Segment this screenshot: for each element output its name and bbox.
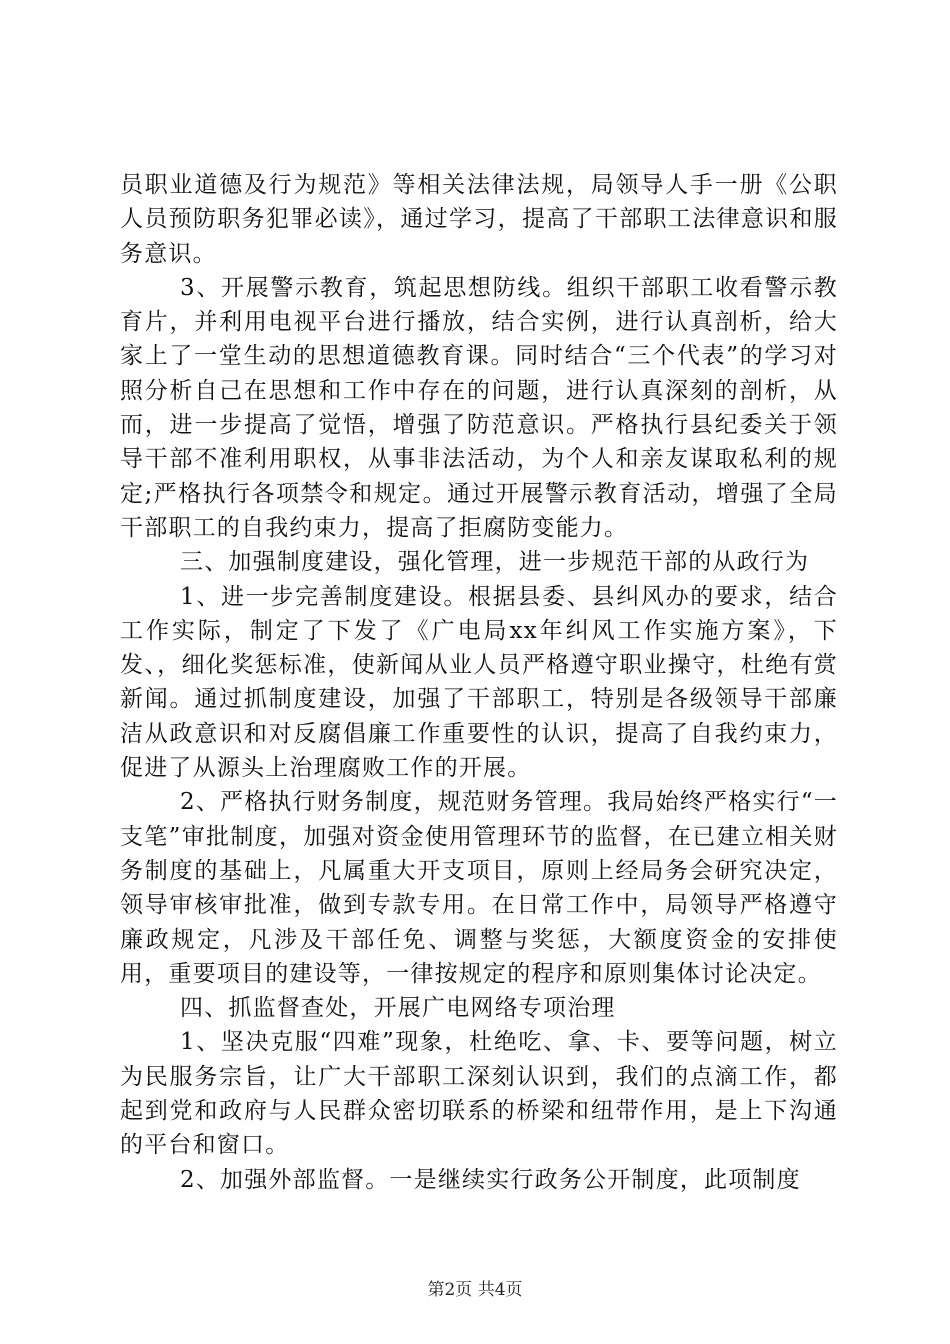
paragraph-continuation: 员职业道德及行为规范》等相关法律法规，局领导人手一册《公职人员预防职务犯罪必读》，通过学习，提高了干部职工法律意识和服务意识。	[120, 172, 838, 267]
section-heading-three: 三、加强制度建设，强化管理，进一步规范干部的从政行为	[180, 549, 810, 576]
paragraph-external-supervision: 2、加强外部监督。一是继续实行政务公开制度，此项制度	[180, 1166, 801, 1193]
section-heading-four: 四、抓监督查处，开展广电网络专项治理	[180, 995, 616, 1022]
paragraph-system-building: 1、进一步完善制度建设。根据县委、县纠风办的要求，结合工作实际，制定了下发了《广电局xx年纠风工作实施方案》，下发、，细化奖惩标准，使新闻从业人员严格遵守职业操守，杜绝有赏新闻。通过抓制度建设，加强了干部职工，特别是各级领导干部廉洁从政意识和对反腐倡廉工作重要性的认识，提高了自我约束力，促进了从源头上治理腐败工作的开展。	[120, 583, 838, 782]
paragraph-finance-management: 2、严格执行财务制度，规范财务管理。我局始终严格实行“一支笔”审批制度，加强对资金使用管理环节的监督，在已建立相关财务制度的基础上，凡属重大开支项目，原则上经局务会研究决定，领导审核审批准，做到专款专用。在日常工作中，局领导严格遵守廉政规定，凡涉及干部任免、调整与奖惩，大额度资金的安排使用，重要项目的建设等，一律按规定的程序和原则集体讨论决定。	[120, 789, 838, 987]
paragraph-warning-education: 3、开展警示教育，筑起思想防线。组织干部职工收看警示教育片，并利用电视平台进行播放，结合实例，进行认真剖析，给大家上了一堂生动的思想道德教育课。同时结合“三个代表”的学习对照分析自己在思想和工作中存在的问题，进行认真深刻的剖析，从而，进一步提高了觉悟，增强了防范意识。严格执行县纪委关于领导干部不准利用职权，从事非法活动，为个人和亲友谋取私利的规定;严格执行各项禁令和规定。通过开展警示教育活动，增强了全局干部职工的自我约束力，提高了拒腐防变能力。	[120, 274, 838, 541]
body-text	[120, 168, 838, 1197]
paragraph-four-difficulties: 1、坚决克服“四难”现象，杜绝吃、拿、卡、要等问题，树立为民服务宗旨，让广大干部职工深刻认识到，我们的点滴工作，都起到党和政府与人民群众密切联系的桥梁和纽带作用，是上下沟通的平台和窗口。	[120, 1029, 838, 1159]
page-footer: 第2页 共4页	[427, 1280, 523, 1300]
